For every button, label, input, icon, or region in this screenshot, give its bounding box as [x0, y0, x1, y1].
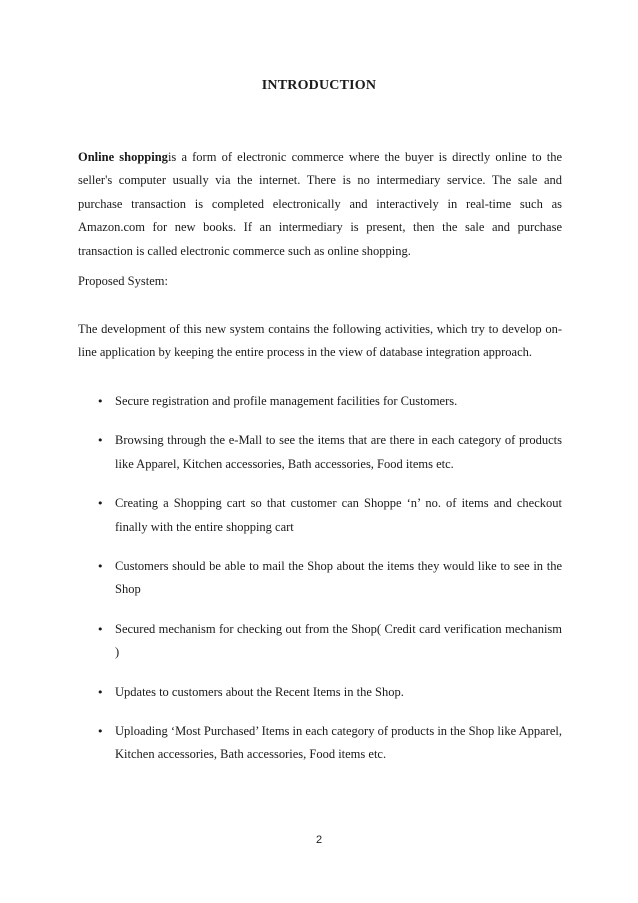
proposed-system-heading: Proposed System: — [78, 274, 168, 288]
page-title: INTRODUCTION — [261, 78, 377, 93]
list-item — [78, 429, 562, 476]
activities-list — [78, 390, 562, 783]
list-item — [78, 618, 562, 665]
development-paragraph: The development of this new system contains the following activities, which try to develop on-line application by keeping the entire process in the view of database integration approach. — [78, 322, 562, 360]
list-item-text: Creating a Shopping cart so that customer can Shoppe ‘n’ no. of items and checkout finally with the entire shopping cart — [115, 496, 562, 534]
list-item — [78, 492, 562, 539]
page-number: 2 — [315, 834, 323, 846]
list-item-text: Secured mechanism for checking out from the Shop( Credit card verification mechanism ) — [115, 621, 562, 660]
intro-body-text: is a form of electronic commerce where the buyer is directly online to the seller's computer usually via the internet. There is no intermediary service. The sale and purchase transaction is completed electronically and interactively in real-time such as Amazon.com for new books. If an intermediary is present, then the sale and purchase transaction is called electronic commerce such as online shopping. — [78, 150, 562, 258]
bullet-icon: • — [97, 497, 104, 511]
list-item-text: Customers should be able to mail the Shop about the items they would like to see in the Shop — [115, 559, 562, 597]
intro-paragraph — [78, 146, 562, 263]
bullet-icon: • — [97, 395, 104, 408]
bullet-icon: • — [97, 622, 104, 636]
intro-lead-term: Online shopping — [78, 150, 168, 164]
bullet-icon: • — [97, 434, 104, 448]
bullet-icon: • — [97, 725, 104, 739]
list-item — [78, 390, 562, 413]
list-item — [78, 681, 562, 704]
list-item — [78, 720, 562, 767]
list-item — [78, 555, 562, 602]
bullet-icon: • — [97, 560, 104, 574]
list-item-text: Uploading ‘Most Purchased’ Items in each category of products in the Shop like Apparel, Kitchen accessories, Bath accessories, Food items etc. — [115, 724, 562, 762]
list-item-text: Updates to customers about the Recent Items in the Shop. — [115, 684, 404, 699]
bullet-icon: • — [97, 685, 104, 699]
list-item-text: Secure registration and profile management facilities for Customers. — [115, 394, 458, 408]
list-item-text: Browsing through the e-Mall to see the items that are there in each category of products like Apparel, Kitchen accessories, Bath accessories, Food items etc. — [115, 433, 562, 471]
